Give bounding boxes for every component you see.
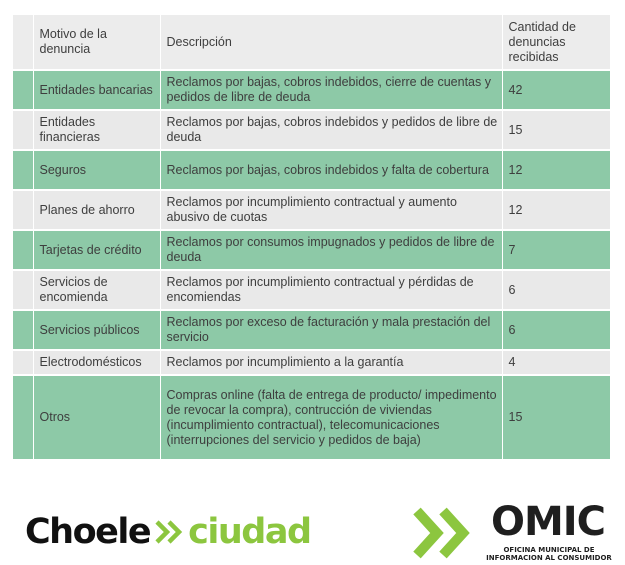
choele-logo-word1: Choele [25, 512, 151, 552]
header-cantidad: Cantidad de denuncias recibidas [502, 15, 610, 70]
cell-motivo: Servicios de encomienda [33, 270, 160, 310]
omic-logo-subtitle-line2: INFORMACION AL CONSUMIDOR [486, 554, 612, 562]
cell-cantidad: 4 [502, 350, 610, 375]
table-row [13, 110, 610, 150]
double-chevron-icon [411, 505, 481, 561]
cell-descripcion: Reclamos por incumplimiento a la garantía [160, 350, 502, 375]
cell-cantidad: 42 [502, 70, 610, 110]
row-spacer-cell [13, 350, 33, 375]
cell-cantidad: 15 [502, 375, 610, 460]
cell-motivo: Entidades bancarias [33, 70, 160, 110]
cell-motivo: Servicios públicos [33, 310, 160, 350]
cell-descripcion: Reclamos por bajas, cobros indebidos y falta de cobertura [160, 150, 502, 190]
double-chevron-icon [154, 519, 186, 545]
cell-motivo: Tarjetas de crédito [33, 230, 160, 270]
row-spacer-cell [13, 70, 33, 110]
choele-logo-word2: ciudad [188, 512, 311, 552]
table-header-row [13, 15, 610, 70]
cell-cantidad: 12 [502, 190, 610, 230]
row-spacer-cell [13, 230, 33, 270]
table-row [13, 270, 610, 310]
row-spacer-cell [13, 310, 33, 350]
row-spacer-cell [13, 150, 33, 190]
cell-motivo: Electrodomésticos [33, 350, 160, 375]
header-motivo: Motivo de la denuncia [33, 15, 160, 70]
cell-descripcion: Reclamos por consumos impugnados y pedidos de libre de deuda [160, 230, 502, 270]
row-spacer-cell [13, 110, 33, 150]
cell-motivo: Otros [33, 375, 160, 460]
cell-cantidad: 6 [502, 270, 610, 310]
cell-descripcion: Compras online (falta de entrega de producto/ impedimento de revocar la compra), contrucción de viviendas (incumplimiento contractual), telecomunicaciones (interrupciones del servicio y pedidos de baja) [160, 375, 502, 460]
header-spacer-cell [13, 15, 33, 70]
header-descripcion: Descripción [160, 15, 502, 70]
table-row [13, 150, 610, 190]
omic-logo-subtitle-line1: OFICINA MUNICIPAL DE [503, 546, 595, 554]
table-row [13, 70, 610, 110]
cell-motivo: Entidades financieras [33, 110, 160, 150]
cell-descripcion: Reclamos por incumplimiento contractual y aumento abusivo de cuotas [160, 190, 502, 230]
cell-descripcion: Reclamos por bajas, cobros indebidos, cierre de cuentas y pedidos de libre de deuda [160, 70, 502, 110]
omic-logo [411, 499, 612, 564]
omic-logo-word: OMIC [490, 499, 606, 545]
cell-cantidad: 6 [502, 310, 610, 350]
row-spacer-cell [13, 270, 33, 310]
cell-descripcion: Reclamos por incumplimiento contractual y pérdidas de encomiendas [160, 270, 502, 310]
row-spacer-cell [13, 190, 33, 230]
cell-motivo: Seguros [33, 150, 160, 190]
cell-cantidad: 7 [502, 230, 610, 270]
table-row [13, 230, 610, 270]
cell-cantidad: 15 [502, 110, 610, 150]
cell-motivo: Planes de ahorro [33, 190, 160, 230]
table-row [13, 190, 610, 230]
cell-descripcion: Reclamos por bajas, cobros indebidos y pedidos de libre de deuda [160, 110, 502, 150]
choele-ciudad-logo [25, 510, 311, 554]
table-row [13, 375, 610, 460]
table-row [13, 310, 610, 350]
table-row [13, 350, 610, 375]
complaints-table [13, 15, 610, 461]
cell-cantidad: 12 [502, 150, 610, 190]
cell-descripcion: Reclamos por exceso de facturación y mala prestación del servicio [160, 310, 502, 350]
row-spacer-cell [13, 375, 33, 460]
